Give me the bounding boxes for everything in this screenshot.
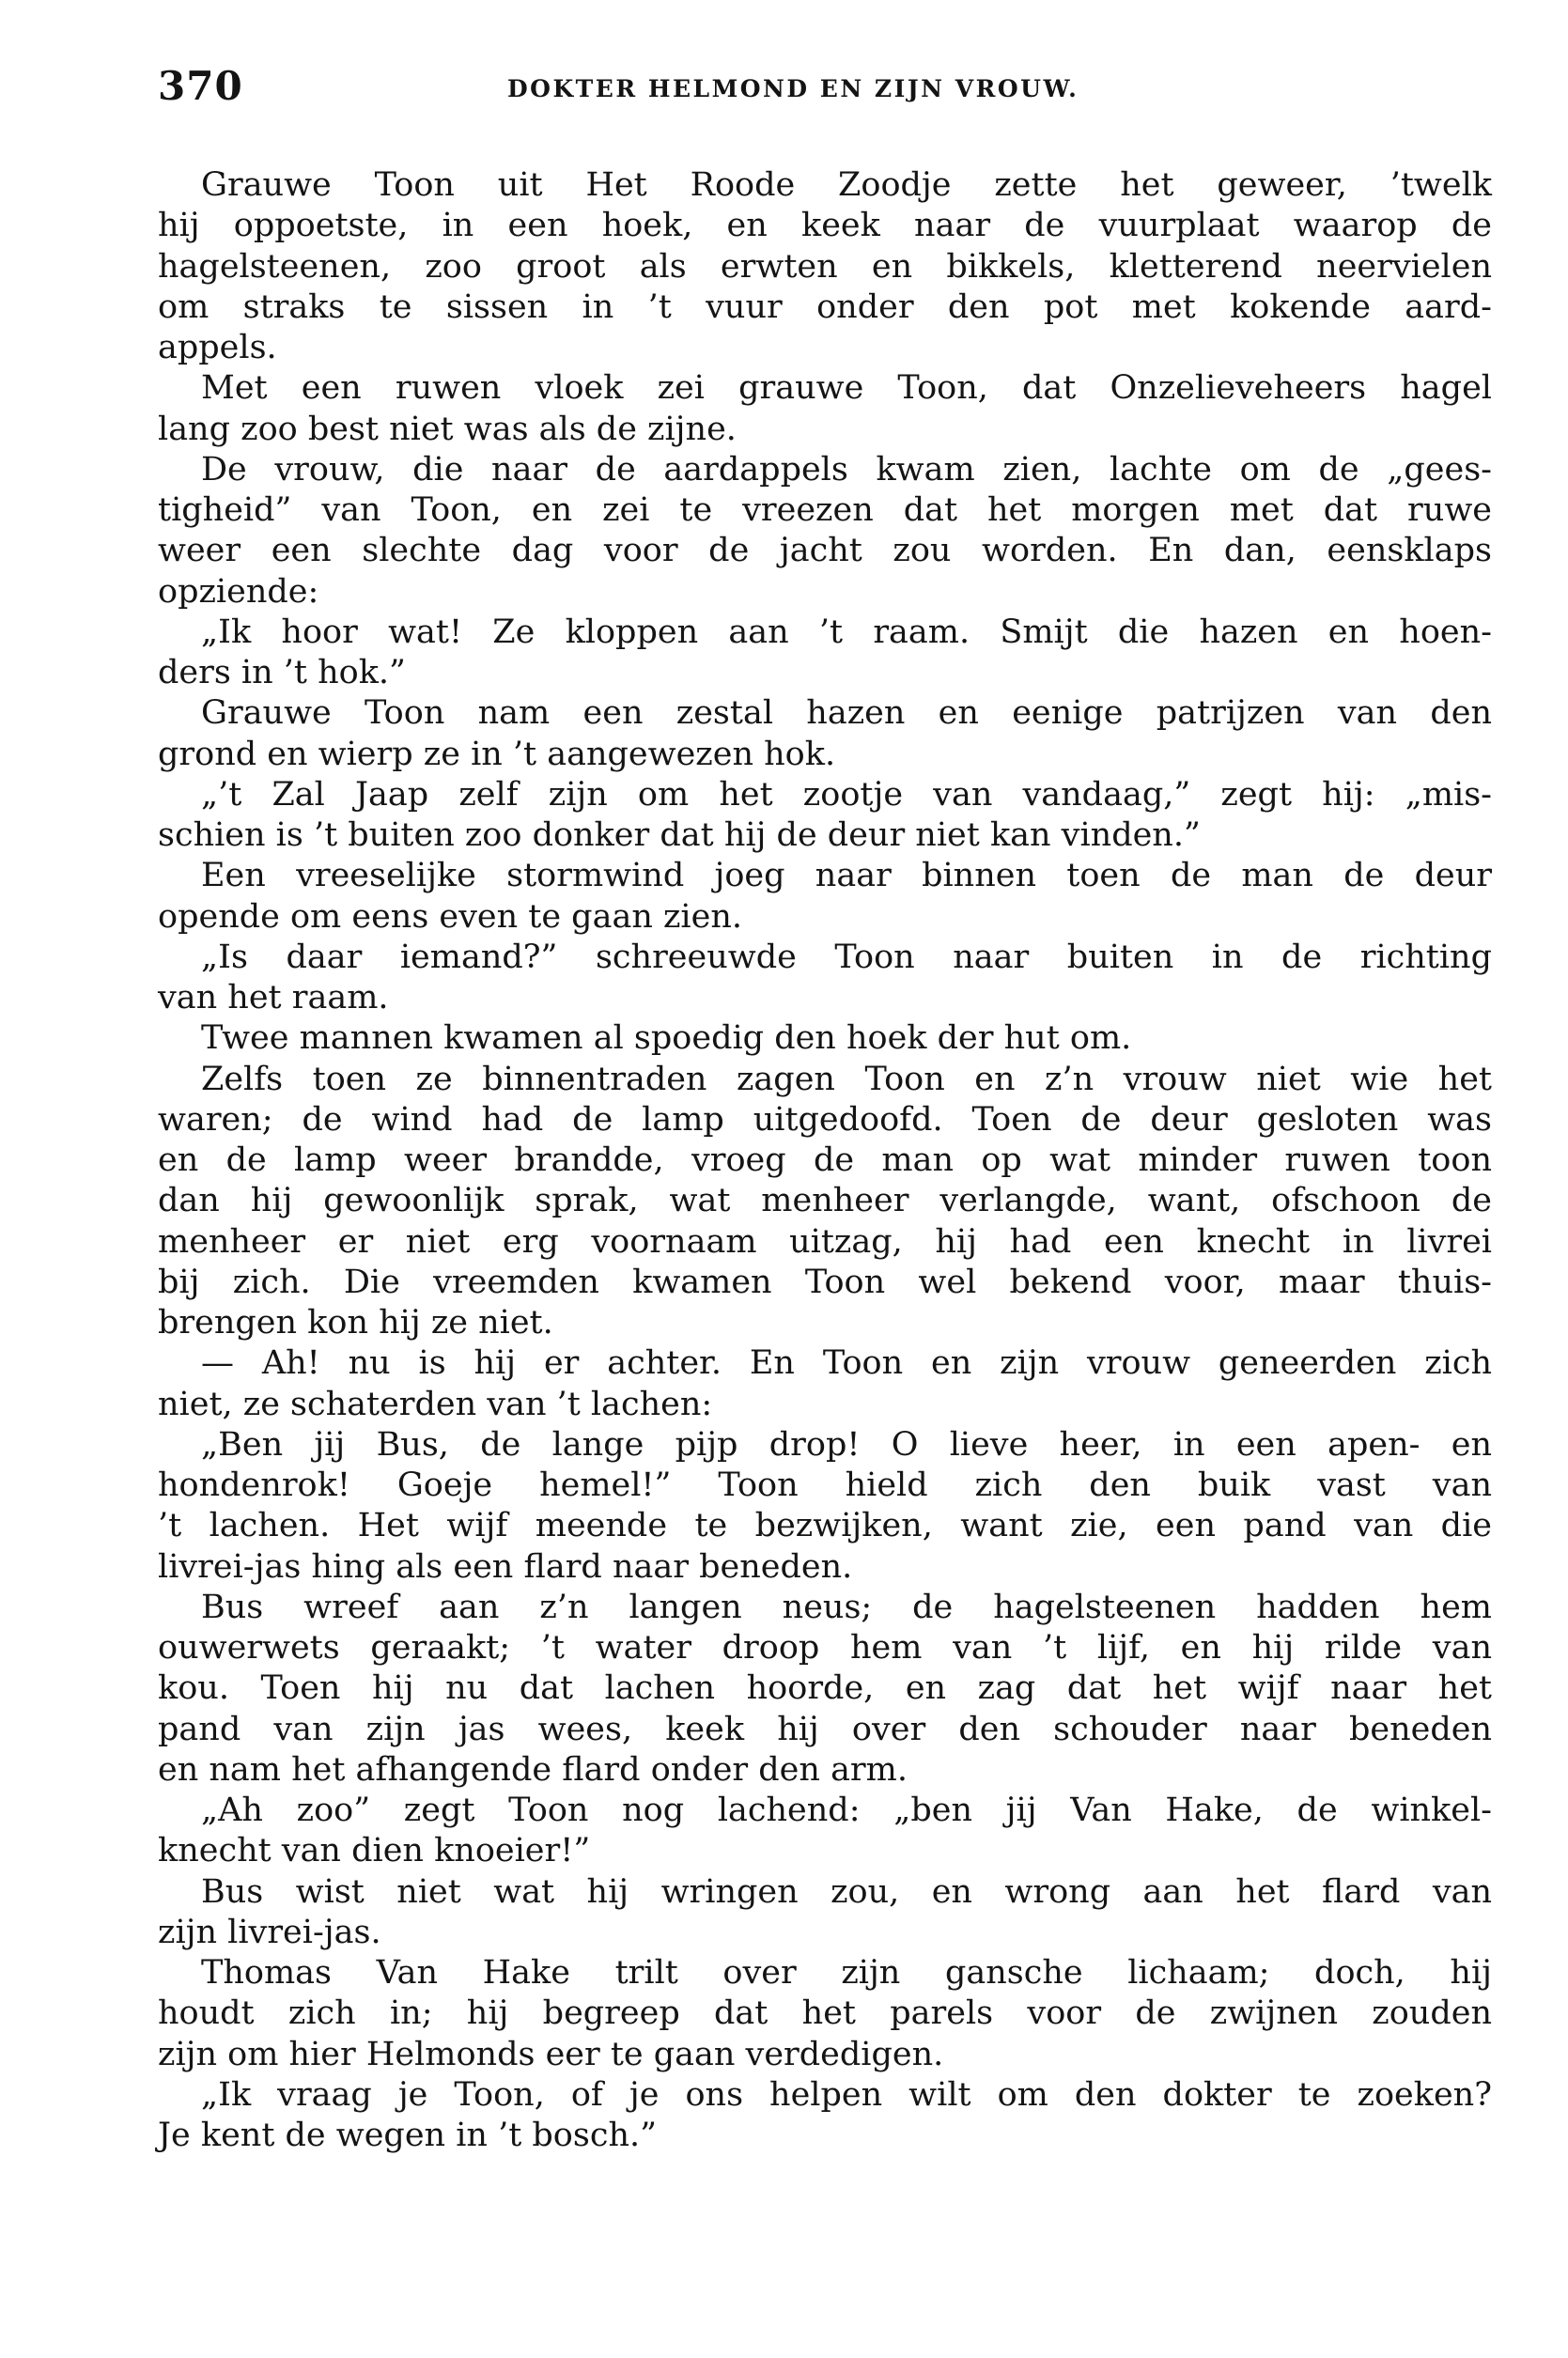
text-line: Grauwe Toon uit Het Roode Zoodje zette het geweer, ’twelk <box>201 166 1492 204</box>
text-line: „Is daar iemand?” schreeuwde Toon naar buiten in de richting <box>201 938 1492 976</box>
text-line: zijn om hier Helmonds eer te gaan verdedigen. <box>158 2035 944 2073</box>
text-line: ouwerwets geraakt; ’t water droop hem van ’t lijf, en hij rilde van <box>158 1629 1492 1667</box>
text-line: „Ben jij Bus, de lange pijp drop! O lieve heer, in een apen- en <box>201 1425 1492 1464</box>
text-line: Twee mannen kwamen al spoedig den hoek der hut om. <box>201 1019 1132 1058</box>
text-line: Thomas Van Hake trilt over zijn gansche lichaam; doch, hij <box>201 1954 1492 1992</box>
text-line: hagelsteenen, zoo groot als erwten en bikkels, kletterend neervielen <box>158 247 1492 286</box>
text-line: „’t Zal Jaap zelf zijn om het zootje van vandaag,” zegt hij: „mis- <box>201 775 1492 814</box>
text-line: Bus wreef aan z’n langen neus; de hagelsteenen hadden hem <box>201 1588 1492 1626</box>
text-line: pand van zijn jas wees, keek hij over den schouder naar beneden <box>158 1710 1492 1748</box>
text-line: — Ah! nu is hij er achter. En Toon en zijn vrouw geneerden zich <box>201 1344 1492 1383</box>
text-line: niet, ze schaterden van ’t lachen: <box>158 1385 713 1423</box>
text-line: appels. <box>158 329 277 366</box>
text-line: brengen kon hij ze niet. <box>158 1304 553 1342</box>
text-line: „Ik vraag je Toon, of je ons helpen wilt om den dokter te zoeken? <box>201 2075 1492 2114</box>
text-line: van het raam. <box>158 979 389 1016</box>
text-line: De vrouw, die naar de aardappels kwam zien, lachte om de „gees- <box>201 450 1492 489</box>
text-line: opziende: <box>158 572 319 611</box>
text-line: weer een slechte dag voor de jacht zou worden. En dan, eensklaps <box>158 532 1492 570</box>
text-line: Bus wist niet wat hij wringen zou, en wrong aan het flard van <box>201 1872 1492 1911</box>
text-line: knecht van dien knoeier!” <box>158 1832 591 1870</box>
text-line: houdt zich in; hij begreep dat het parels voor de zwijnen zouden <box>158 1994 1492 2033</box>
text-line: opende om eens even te gaan zien. <box>158 897 743 936</box>
text-line: Zelfs toen ze binnentraden zagen Toon en z’n vrouw niet wie het <box>201 1060 1492 1098</box>
text-line: Je kent de wegen in ’t bosch.” <box>158 2117 657 2154</box>
text-line: Met een ruwen vloek zei grauwe Toon, dat Onzelieveheers hagel <box>201 369 1492 408</box>
text-line: „Ah zoo” zegt Toon nog lachend: „ben jij Van Hake, de winkel- <box>201 1792 1492 1829</box>
text-line: hij oppoetste, in een hoek, en keek naar de vuurplaat waarop de <box>158 207 1492 245</box>
text-line: grond en wierp ze in ’t aangewezen hok. <box>158 735 836 773</box>
text-line: lang zoo best niet was als de zijne. <box>158 410 737 448</box>
text-line: kou. Toen hij nu dat lachen hoorde, en zag dat het wijf naar het <box>158 1669 1492 1708</box>
text-line: Een vreeselijke stormwind joeg naar binnen toen de man de deur <box>201 857 1492 895</box>
text-line: schien is ’t buiten zoo donker dat hij de deur niet kan vinden.” <box>158 816 1201 854</box>
text-line: Grauwe Toon nam een zestal hazen en eenige patrijzen van den <box>201 694 1492 733</box>
text-line: menheer er niet erg voornaam uitzag, hij had een knecht in livrei <box>158 1222 1492 1261</box>
running-title: DOKTER HELMOND EN ZIJN VROUW. <box>507 75 1079 102</box>
body-text <box>158 165 1492 2156</box>
text-line: bij zich. Die vreemden kwamen Toon wel bekend voor, maar thuis- <box>158 1263 1492 1301</box>
text-line: om straks te sissen in ’t vuur onder den pot met kokende aard- <box>158 287 1492 326</box>
page-number: 370 <box>158 63 243 109</box>
text-line: ders in ’t hok.” <box>158 654 406 691</box>
text-line: hondenrok! Goeje hemel!” Toon hield zich den buik vast van <box>158 1466 1492 1504</box>
text-line: zijn livrei-jas. <box>158 1913 381 1951</box>
text-line: ’t lachen. Het wijf meende te bezwijken, want zie, een pand van die <box>158 1507 1492 1545</box>
text-line: waren; de wind had de lamp uitgedoofd. Toen de deur gesloten was <box>158 1100 1492 1139</box>
text-line: livrei-jas hing als een flard naar beneden. <box>158 1547 853 1586</box>
text-line: tigheid” van Toon, en zei te vreezen dat het morgen met dat ruwe <box>158 491 1492 529</box>
text-line: dan hij gewoonlijk sprak, wat menheer verlangde, want, ofschoon de <box>158 1182 1492 1220</box>
text-line: „Ik hoor wat! Ze kloppen aan ’t raam. Smijt die hazen en hoen- <box>201 613 1492 651</box>
text-line: en nam het afhangende flard onder den arm. <box>158 1750 908 1789</box>
page-header <box>158 58 1511 115</box>
text-line: en de lamp weer brandde, vroeg de man op wat minder ruwen toon <box>158 1141 1492 1179</box>
